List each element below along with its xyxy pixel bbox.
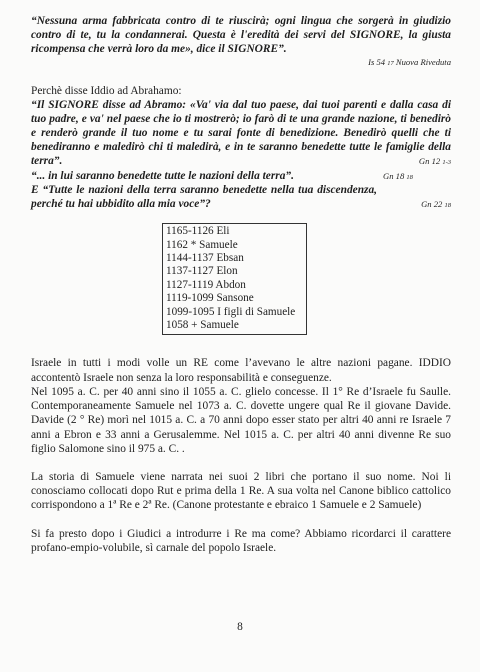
paragraph-kings-history: Nel 1095 a. C. per 40 anni sino il 1055 a. C. glielo concesse. Il 1° Re d’Israele fu Saulle. Contemporaneamente Samuele nel 1073 a. C. dovette ungere qual Re il giovane Davide. Davide (2 ° Re) morì nel 1015 a. C. a 70 anni dopo esser stato per altri 40 anni re Israele 7 anni a Ebron e 33 anni a Gerusalemme. Nel 1015 a. C. per altri 40 anni divenne Re suo figlio Salomone sino il 975 a. C. . (31, 385, 451, 455)
page-number: 8 (237, 621, 243, 633)
genesis-18-reference (383, 169, 413, 185)
chronology-entry: 1119-1099 Sansone (166, 292, 254, 305)
isaiah-quote: “Nessuna arma fabbricata contro di te riuscirà; ogni lingua che sorgerà in giudizio contro di te, tu la condannerai. Questa è l'eredità dei servi del SIGNORE, la giusta ricompensa che verrà loro da me», dice il SIGNORE”. (31, 15, 451, 56)
chronology-entry: 1137-1127 Elon (166, 265, 238, 278)
genesis-18-ref-book: Gn 18 (383, 170, 405, 181)
genesis-12-ref-verse: 1-3 (442, 159, 451, 167)
isaiah-reference (31, 57, 451, 69)
genesis-22-text: E “Tutte le nazioni della terra saranno benedette nella tua discendenza, perché tu hai ubbidito alla mia voce”? (31, 183, 378, 211)
genesis-22-quote (31, 183, 451, 211)
chronology-entry: 1127-1119 Abdon (166, 278, 246, 291)
document-page (31, 14, 451, 555)
chronology-box (162, 223, 307, 335)
genesis-22-ref-verse: 18 (444, 202, 451, 210)
genesis-22-ref-book: Gn 22 (421, 199, 443, 210)
genesis-22-reference (421, 197, 451, 213)
chronology-entry: 1144-1137 Ebsan (166, 252, 244, 265)
genesis-18-text: “... in lui saranno benedette tutte le nazioni della terra”. (31, 169, 294, 182)
abraham-intro: Perchè disse Iddio ad Abrahamo: (31, 84, 182, 97)
chronology-entry: 1165-1126 Eli (166, 225, 230, 238)
isaiah-ref-book: Is 54 (368, 56, 386, 67)
genesis-12-quote (31, 98, 451, 169)
genesis-12-text: “Il SIGNORE disse ad Abramo: «Va' via dal tuo paese, dai tuoi parenti e dalla casa di tuo padre, e va' nel paese che io ti mostrerò; io farò di te una grande nazione, ti benedirò e renderò grande il tuo nome e tu sarai fonte di benedizione. Benedirò quelli che ti benediranno e maledirò chi ti maledirà, e in te saranno benedette tutte le famiglie della terra”. (31, 98, 451, 168)
genesis-12-ref-book: Gn 12 (418, 156, 441, 167)
genesis-18-quote (31, 169, 451, 183)
chronology-entry: 1099-1095 I figli di Samuele (166, 305, 296, 318)
chronology-entry: 1058 + Samuele (166, 319, 239, 332)
chronology-entry: 1162 * Samuele (166, 238, 238, 251)
genesis-18-ref-verse: 18 (406, 173, 413, 181)
paragraph-judges-kings: Si fa presto dopo i Giudici a introdurre i Re ma come? Abbiamo ricordarci il carattere profano-empio-volubile, sì carnale del popolo Israele. (31, 527, 451, 554)
genesis-12-reference (419, 154, 451, 170)
isaiah-ref-verse: 17 (387, 59, 394, 67)
paragraph-samuel-books: La storia di Samuele viene narrata nei suoi 2 libri che portano il suo nome. Noi li conosciamo collocati dopo Rut e prima della 1 Re. A sua volta nel Canone biblico cattolico corrispondono a 1ª Re e 2ª Re. (Canone protestante e ebraico 1 Samuele e 2 Samuele) (31, 470, 451, 512)
isaiah-ref-version: Nuova Riveduta (395, 56, 451, 67)
paragraph-king-request: Israele in tutti i modi volle un RE come l’avevano le altre nazioni pagane. IDDIO accontentò Israele non senza la loro responsabilità e conseguenze. (31, 357, 451, 384)
